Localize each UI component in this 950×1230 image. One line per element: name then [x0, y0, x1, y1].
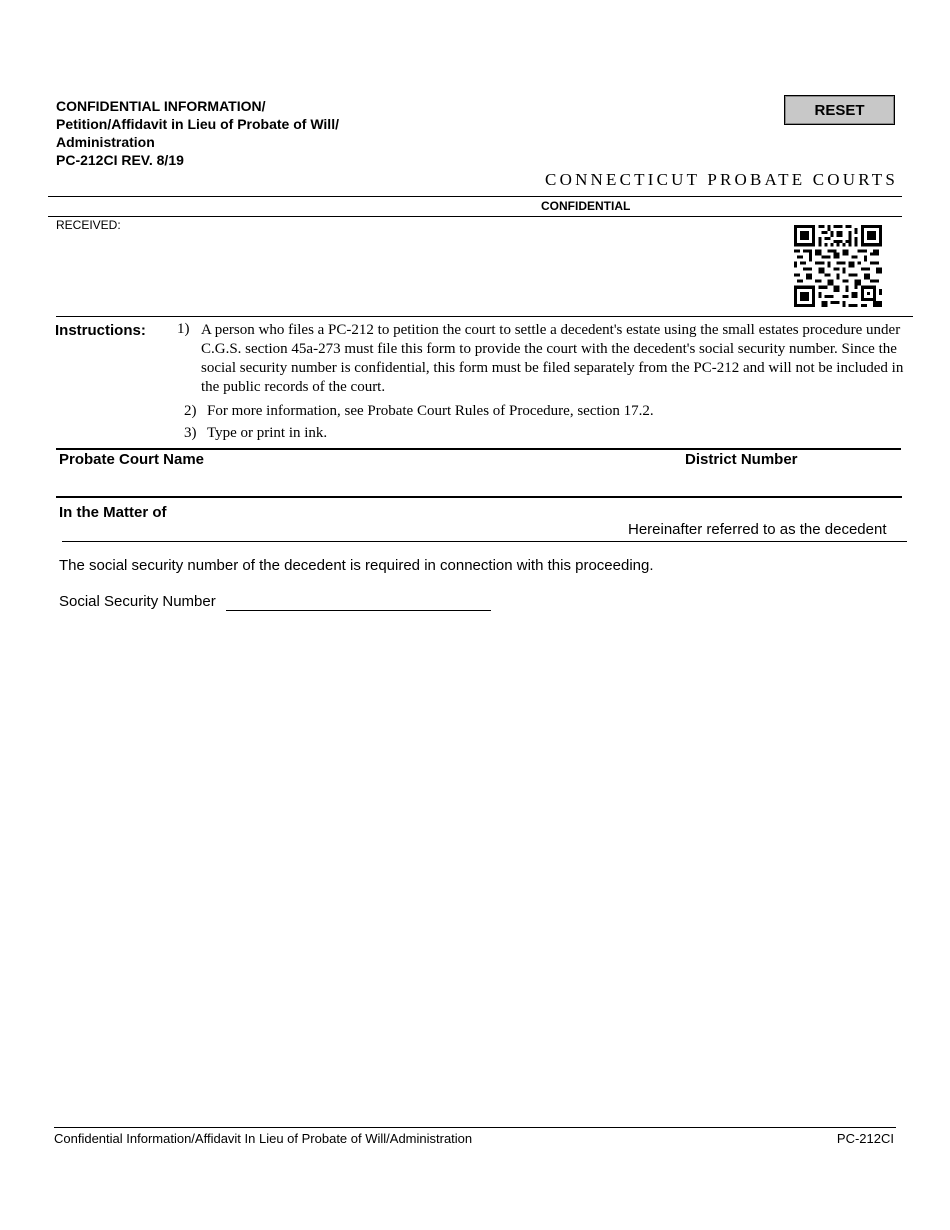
in-the-matter-of-label: In the Matter of	[59, 504, 167, 521]
hereinafter-label: Hereinafter referred to as the decedent	[628, 521, 887, 538]
instruction-text: A person who files a PC-212 to petition the court to settle a decedent's estate using the small estates procedure under C.G.S. section 45a-273 must file this form to provide the court with the decedent's social security number. Since the social security number is confidential, this form must be filed separately from the PC-212 and will not be included in the public records of the court.	[201, 322, 904, 395]
district-number-label: District Number	[685, 451, 798, 468]
district-number-input[interactable]	[685, 472, 895, 492]
instruction-text: For more information, see Probate Court Rules of Procedure, section 17.2.	[207, 403, 654, 419]
probate-court-name-label: Probate Court Name	[59, 451, 205, 468]
form-number: PC-212CI REV. 8/19	[56, 152, 184, 168]
instruction-item	[184, 425, 327, 442]
reset-button[interactable]: RESET	[784, 95, 895, 125]
divider-line	[56, 496, 902, 498]
instruction-number: 3)	[184, 425, 197, 441]
received-label: RECEIVED:	[56, 218, 121, 232]
divider-line	[56, 448, 901, 450]
divider-line	[48, 216, 902, 217]
divider-line	[62, 541, 907, 542]
instruction-text: Type or print in ink.	[207, 425, 328, 441]
footer-form-number: PC-212CI	[836, 1131, 894, 1146]
instruction-item	[184, 403, 654, 420]
footer-divider	[54, 1127, 896, 1128]
court-title: CONNECTICUT PROBATE COURTS	[545, 170, 898, 189]
qr-code-icon	[794, 225, 882, 307]
form-title-line: Administration	[56, 134, 155, 150]
ssn-input[interactable]	[226, 591, 491, 611]
footer-form-name: Confidential Information/Affidavit In Lieu of Probate of Will/Administration	[54, 1131, 473, 1146]
form-title-line: CONFIDENTIAL INFORMATION/	[56, 98, 266, 114]
confidential-label: CONFIDENTIAL	[541, 199, 631, 213]
in-the-matter-of-input[interactable]	[180, 503, 610, 523]
form-title	[56, 97, 339, 169]
ssn-statement: The social security number of the decedent is required in connection with this proceeding.	[59, 557, 654, 574]
instruction-number: 1)	[177, 321, 190, 337]
probate-court-name-input[interactable]	[59, 472, 659, 492]
instruction-number: 2)	[184, 403, 197, 419]
divider-line	[48, 196, 902, 197]
ssn-label: Social Security Number	[59, 593, 216, 610]
form-title-line: Petition/Affidavit in Lieu of Probate of Will/	[56, 116, 339, 132]
instructions-label: Instructions:	[55, 322, 146, 339]
divider-line	[56, 316, 913, 317]
